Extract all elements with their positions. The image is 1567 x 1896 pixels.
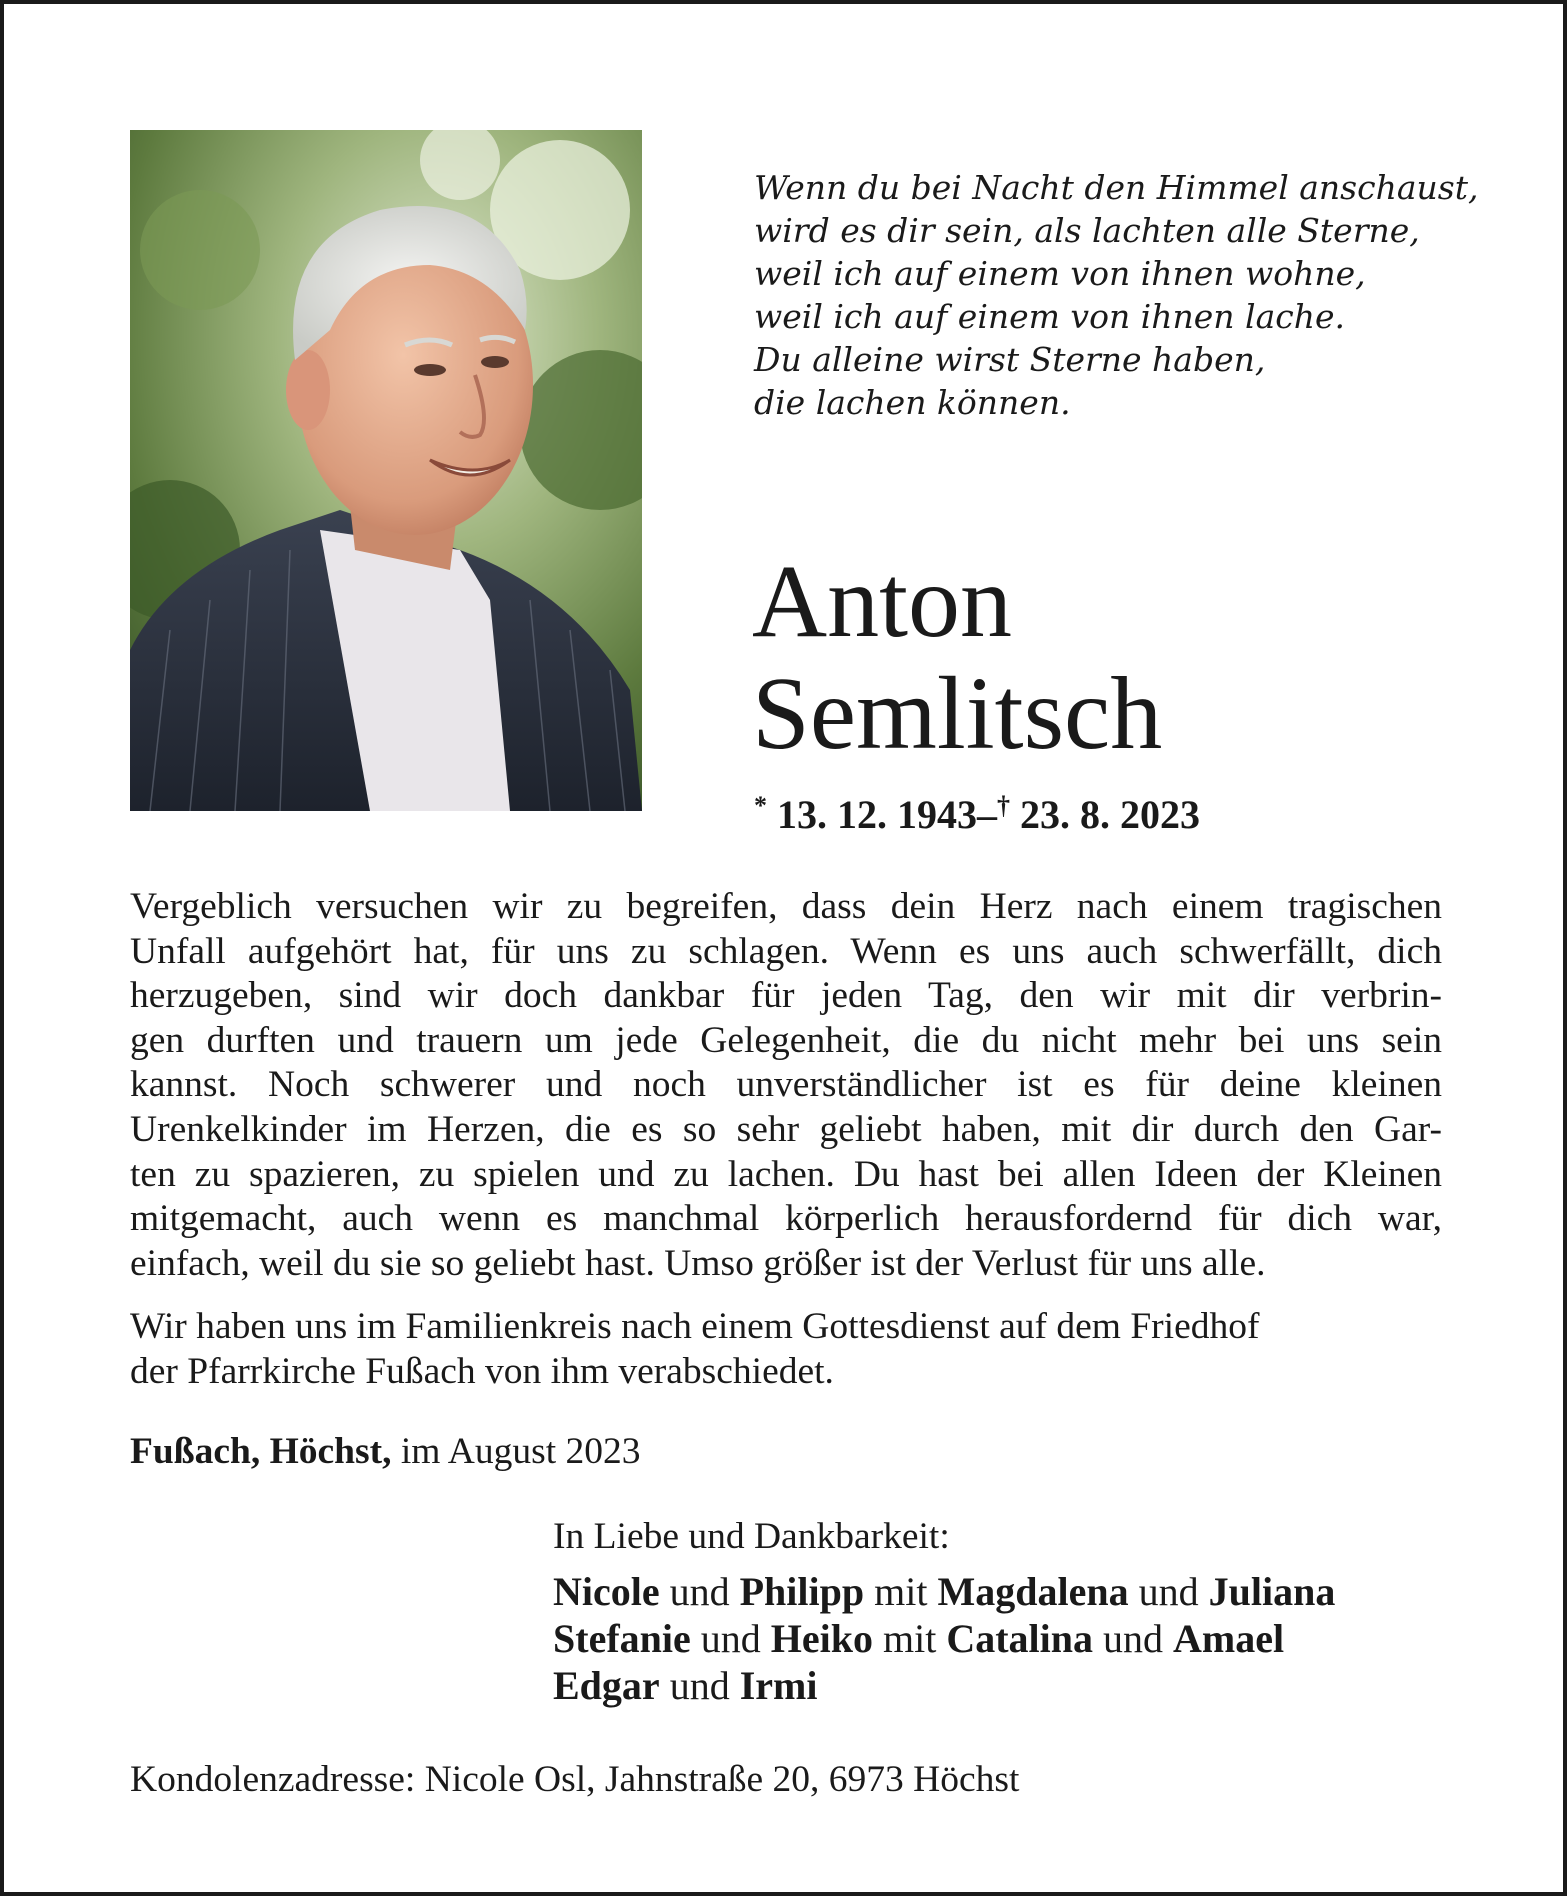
paragraph-line: herzugeben, sind wir doch dankbar für jeden Tag, den wir mit dir verbrin- (130, 975, 1442, 1017)
family-row (553, 1615, 1335, 1662)
death-date: 23. 8. 2023 (1020, 792, 1200, 837)
conjunction: mit (864, 1569, 938, 1614)
conjunction: und (659, 1569, 740, 1614)
birth-symbol: * (754, 791, 767, 820)
family-member: Edgar (553, 1663, 660, 1708)
conjunction: und (1128, 1569, 1209, 1614)
poem-line: weil ich auf einem von ihnen lache. (754, 297, 1346, 336)
paragraph-line: Unfall aufgehört hat, für uns zu schlagen. Wenn es uns auch schwerfällt, dich (130, 930, 1442, 972)
farewell-paragraph (130, 1305, 1442, 1394)
poem-line: Wenn du bei Nacht den Himmel anschaust, (754, 168, 1479, 207)
place-names: Fußach, Höchst, (130, 1431, 392, 1472)
family-member: Stefanie (553, 1616, 691, 1661)
month-year: im August 2023 (391, 1431, 641, 1472)
paragraph-line: ten zu spazieren, zu spielen und zu lachen. Du hast bei allen Ideen der Kleinen (130, 1153, 1442, 1195)
memorial-poem (754, 166, 1514, 424)
last-name: Semlitsch (752, 656, 1163, 771)
dates-separator: – (977, 792, 997, 837)
paragraph-line: Vergeblich versuchen wir zu begreifen, dass dein Herz nach einem tragischen (130, 886, 1442, 927)
conjunction: mit (873, 1616, 947, 1661)
condolence-address: Kondolenzadresse: Nicole Osl, Jahnstraße 20, 6973 Höchst (130, 1759, 1020, 1800)
family-signatures (553, 1568, 1335, 1709)
poem-line: Du alleine wirst Sterne haben, (754, 340, 1266, 379)
paragraph-line: gen durften und trauern um jede Gelegenheit, die du nicht mehr bei uns sein (130, 1019, 1442, 1061)
paragraph-line: Urenkelkinder im Herzen, die es so sehr geliebt haben, mit dir durch den Gar- (130, 1108, 1442, 1150)
place-and-date (130, 1430, 641, 1474)
paragraph-line: Wir haben uns im Familienkreis nach einem Gottesdienst auf dem Friedhof (130, 1306, 1260, 1347)
portrait-photo (130, 130, 642, 811)
family-member: Catalina (946, 1616, 1094, 1661)
poem-line: weil ich auf einem von ihnen wohne, (754, 254, 1366, 293)
birth-date: 13. 12. 1943 (777, 792, 977, 837)
paragraph-line: mitgemacht, auch wenn es manchmal körperlich herausfordernd für dich war, (130, 1198, 1442, 1240)
family-member: Amael (1173, 1616, 1285, 1661)
conjunction: und (690, 1616, 771, 1661)
family-member: Irmi (739, 1663, 818, 1708)
conjunction: und (1093, 1616, 1174, 1661)
poem-line: wird es dir sein, als lachten alle Sterne, (754, 211, 1420, 250)
family-member: Philipp (739, 1569, 865, 1614)
poem-line: die lachen können. (754, 383, 1071, 422)
deceased-name (752, 546, 1162, 770)
family-member: Juliana (1208, 1569, 1336, 1614)
paragraph-line: kannst. Noch schwerer und noch unverständlicher ist es für deine kleinen (130, 1064, 1442, 1106)
life-dates (754, 782, 1200, 839)
family-member: Nicole (553, 1569, 660, 1614)
paragraph-line: einfach, weil du sie so geliebt hast. Umso größer ist der Verlust für uns alle. (130, 1242, 1266, 1284)
closing-intro: In Liebe und Dankbarkeit: (553, 1516, 950, 1557)
obituary-paragraph (130, 885, 1442, 1286)
family-row (553, 1568, 1335, 1615)
paragraph-line: der Pfarrkirche Fußach von ihm verabschiedet. (130, 1350, 834, 1392)
family-row (553, 1662, 1335, 1709)
death-symbol: † (997, 791, 1010, 820)
conjunction: und (659, 1663, 740, 1708)
first-name: Anton (752, 544, 1012, 659)
family-member: Magdalena (937, 1569, 1129, 1614)
family-member: Heiko (770, 1616, 873, 1661)
